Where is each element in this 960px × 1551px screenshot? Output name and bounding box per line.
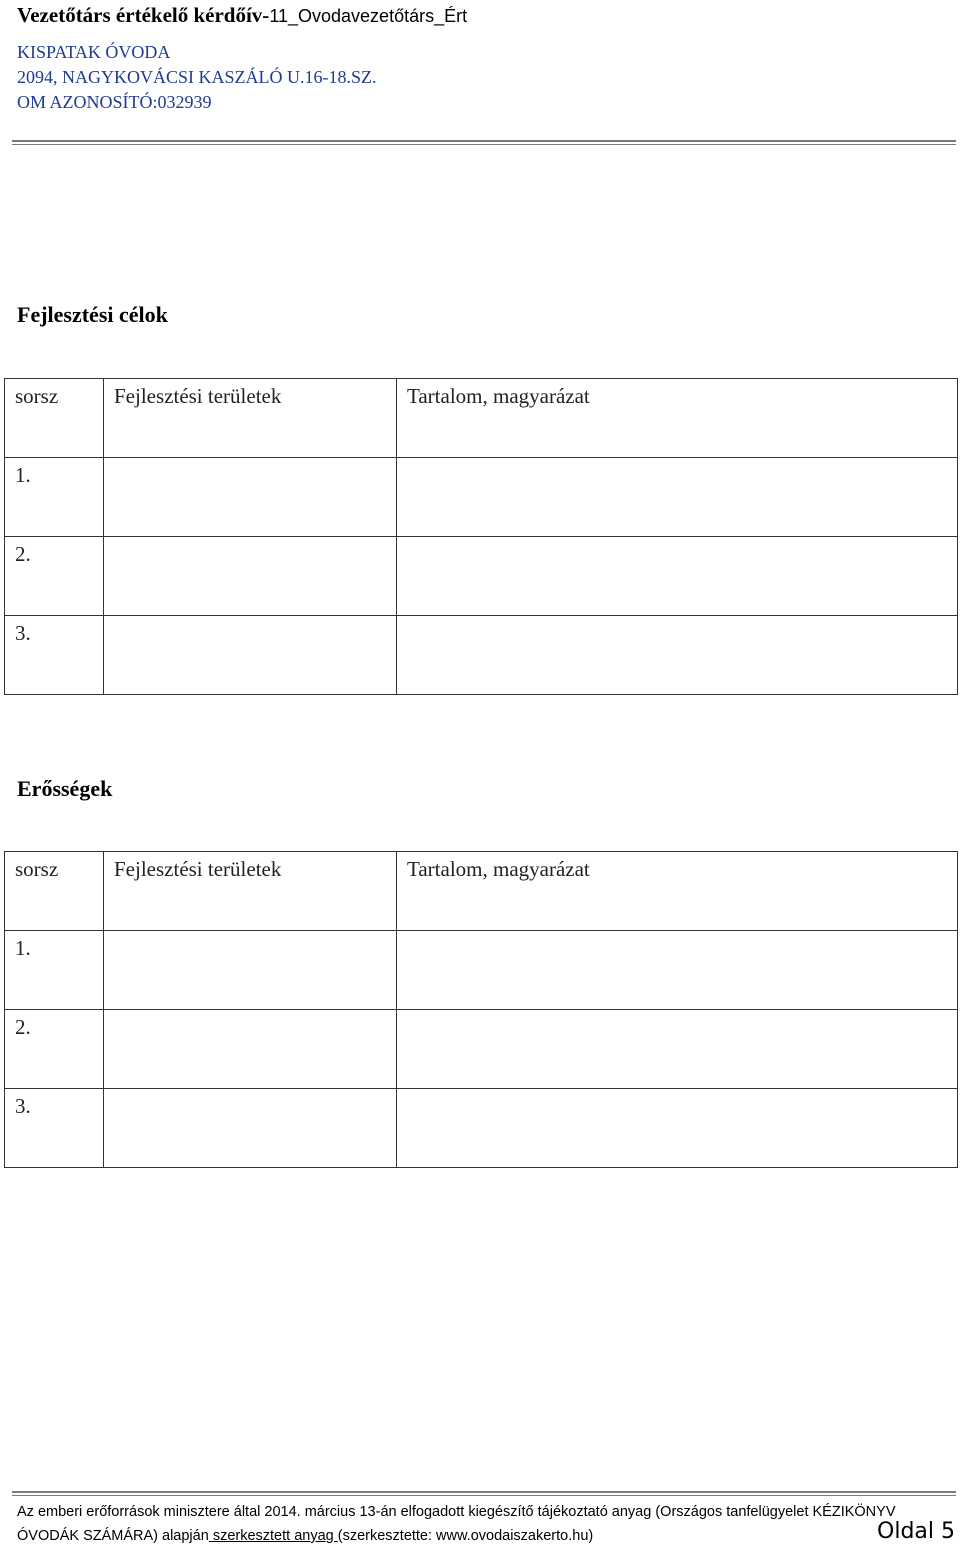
tartalom-cell[interactable] bbox=[397, 931, 958, 1010]
header-divider bbox=[12, 140, 956, 142]
tartalom-cell[interactable] bbox=[397, 616, 958, 695]
document-title-main: Vezetőtárs értékelő kérdőív- bbox=[17, 3, 270, 27]
footer-credit-end: (szerkesztette: www.ovodaiszakerto.hu) bbox=[337, 1528, 594, 1544]
terulet-cell[interactable] bbox=[104, 931, 397, 1010]
row-number-cell: 1. bbox=[5, 931, 104, 1010]
institution-name: KISPATAK ÓVODA bbox=[17, 42, 171, 62]
footer-divider-thin bbox=[12, 1495, 956, 1496]
header-cell-tartalom: Tartalom, magyarázat bbox=[397, 379, 958, 458]
page-number: Oldal 5 bbox=[877, 1519, 955, 1544]
row-number-cell: 2. bbox=[5, 1010, 104, 1089]
footer-credit-line bbox=[17, 1519, 955, 1547]
table-row bbox=[5, 1010, 958, 1089]
footer-credit-start: ÓVODÁK SZÁMÁRA) alapján bbox=[17, 1528, 209, 1544]
tartalom-cell[interactable] bbox=[397, 1089, 958, 1168]
fejlesztesi-celok-table bbox=[4, 378, 958, 695]
footer-credit-underlined: szerkesztett anyag bbox=[208, 1528, 338, 1544]
terulet-cell[interactable] bbox=[104, 1089, 397, 1168]
row-number-cell: 3. bbox=[5, 1089, 104, 1168]
table-row bbox=[5, 537, 958, 616]
erossegek-table bbox=[4, 851, 958, 1168]
header-cell-sorsz: sorsz bbox=[5, 852, 104, 931]
footer-source-line: Az emberi erőforrások minisztere által 2014. március 13-án elfogadott kiegészítő tájékoztató anyag (Országos tanfelügyelet KÉZIKÖNYV bbox=[17, 1504, 896, 1520]
table-row bbox=[5, 458, 958, 537]
footer-divider bbox=[12, 1491, 956, 1493]
om-identifier: OM AZONOSÍTÓ:032939 bbox=[17, 92, 212, 112]
row-number-cell: 3. bbox=[5, 616, 104, 695]
header-cell-teruletek: Fejlesztési területek bbox=[104, 379, 397, 458]
section-title-erossegek: Erősségek bbox=[17, 776, 113, 801]
terulet-cell[interactable] bbox=[104, 1010, 397, 1089]
terulet-cell[interactable] bbox=[104, 458, 397, 537]
tartalom-cell[interactable] bbox=[397, 1010, 958, 1089]
header-cell-tartalom: Tartalom, magyarázat bbox=[397, 852, 958, 931]
table-row bbox=[5, 616, 958, 695]
header-cell-teruletek: Fejlesztési területek bbox=[104, 852, 397, 931]
row-number-cell: 1. bbox=[5, 458, 104, 537]
table-header-row bbox=[5, 379, 958, 458]
table-header-row bbox=[5, 852, 958, 931]
tartalom-cell[interactable] bbox=[397, 458, 958, 537]
document-header bbox=[17, 2, 947, 115]
terulet-cell[interactable] bbox=[104, 537, 397, 616]
row-number-cell: 2. bbox=[5, 537, 104, 616]
header-divider-thin bbox=[12, 144, 956, 145]
institution-address: 2094, NAGYKOVÁCSI KASZÁLÓ U.16-18.SZ. bbox=[17, 67, 377, 87]
section-title-fejlesztesi-celok: Fejlesztési célok bbox=[17, 302, 168, 327]
terulet-cell[interactable] bbox=[104, 616, 397, 695]
page-footer bbox=[17, 1501, 955, 1547]
document-title bbox=[17, 2, 947, 29]
table-row bbox=[5, 1089, 958, 1168]
table-row bbox=[5, 931, 958, 1010]
tartalom-cell[interactable] bbox=[397, 537, 958, 616]
document-title-code: 11_Ovodavezetőtárs_Ért bbox=[269, 6, 468, 26]
header-cell-sorsz: sorsz bbox=[5, 379, 104, 458]
